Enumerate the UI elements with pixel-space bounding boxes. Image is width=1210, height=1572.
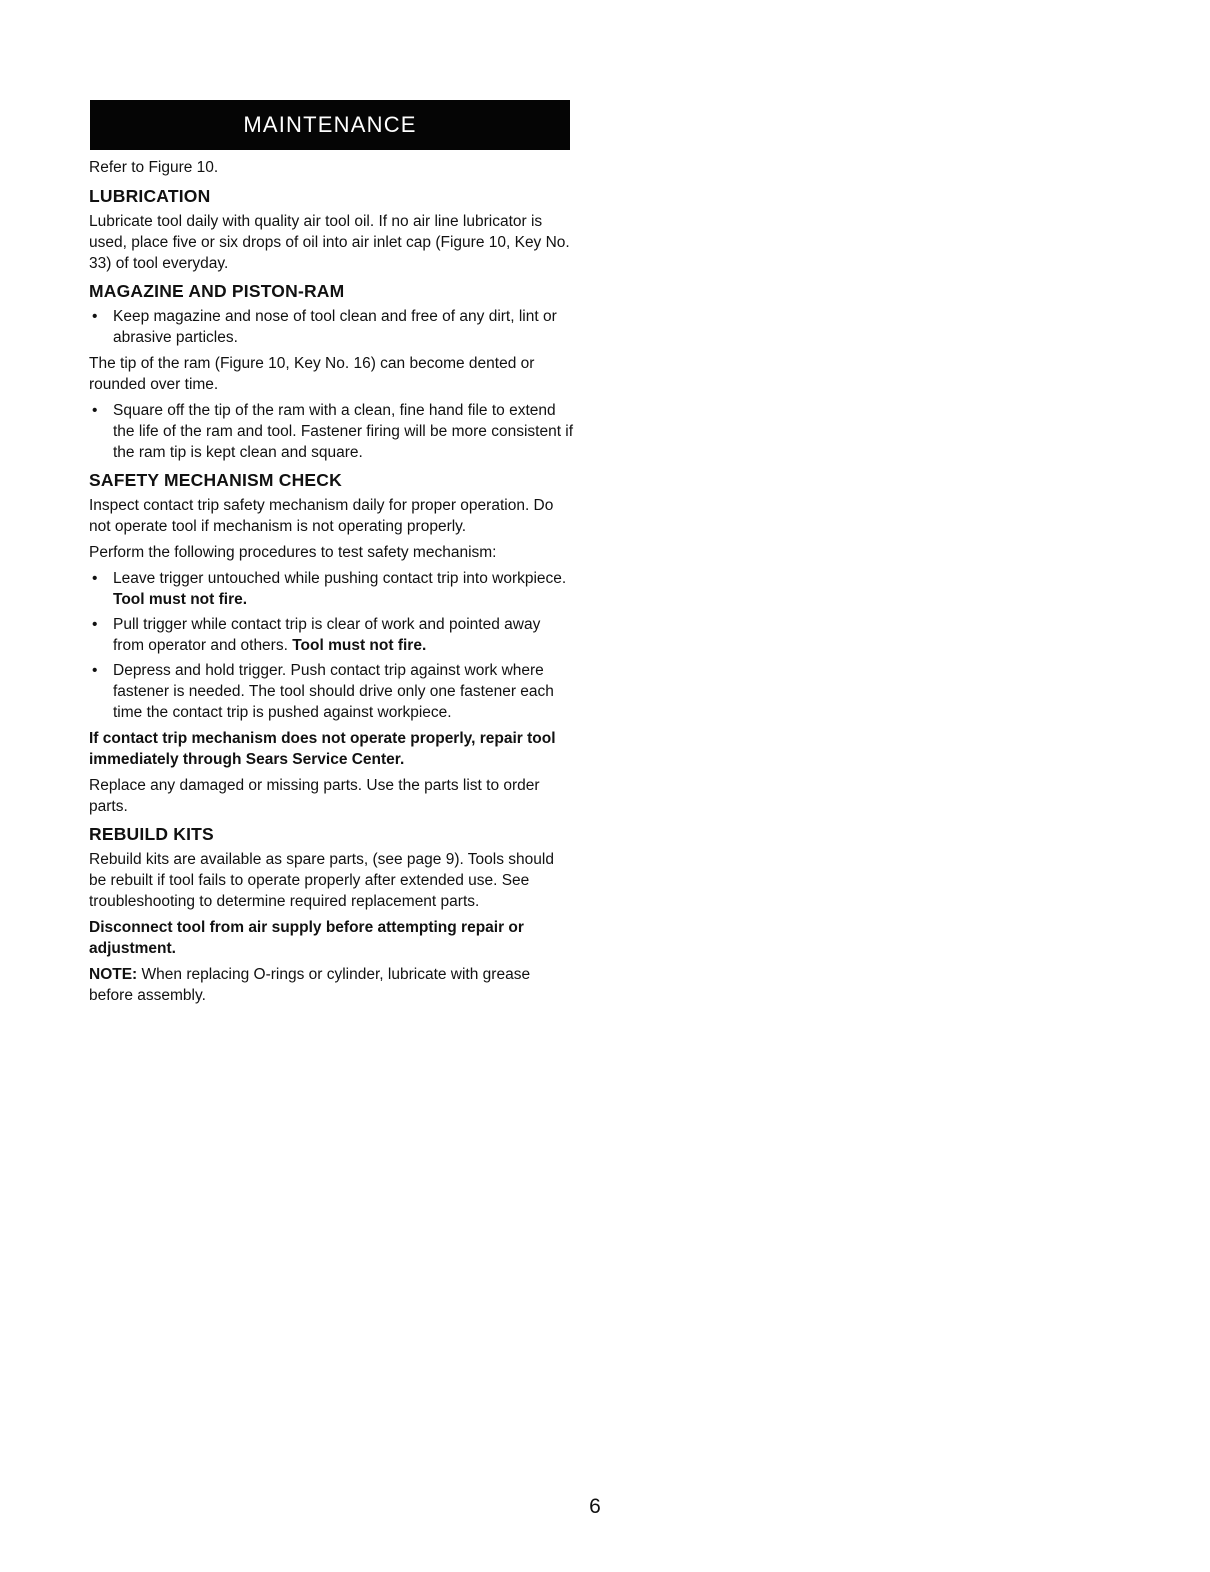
list-item-emphasis: Tool must not fire. [113, 591, 248, 608]
lubrication-body: Lubricate tool daily with quality air tool oil. If no air line lubricator is used, place five or six drops of oil into air inlet cap (Figure 10, Key No. 33) of tool everyday. [89, 213, 570, 272]
safety-body-2: Perform the following procedures to test safety mechanism: [89, 544, 497, 561]
safety-section [89, 469, 575, 817]
list-item-text: Leave trigger untouched while pushing contact trip into workpiece. [113, 570, 567, 587]
lubrication-heading: LUBRICATION [89, 186, 211, 206]
list-item [89, 400, 575, 463]
bullet-icon: • [92, 570, 98, 587]
magazine-list-1 [89, 306, 575, 348]
bullet-icon: • [92, 616, 98, 633]
rebuild-warning: Disconnect tool from air supply before attempting repair or adjustment. [89, 919, 524, 957]
magazine-list-2 [89, 400, 575, 463]
safety-heading: SAFETY MECHANISM CHECK [89, 470, 342, 490]
safety-warning: If contact trip mechanism does not operate properly, repair tool immediately through Sears Service Center. [89, 730, 556, 768]
list-item-text: Square off the tip of the ram with a clean, fine hand file to extend the life of the ram and tool. Fastener firing will be more consistent if the ram tip is kept clean and square. [113, 402, 574, 461]
list-item [89, 614, 575, 656]
note-label: NOTE: [89, 966, 138, 983]
list-item-text: Depress and hold trigger. Push contact trip against work where fastener is needed. The tool should drive only one fastener each time the contact trip is pushed against workpiece. [113, 662, 554, 721]
content-column [89, 157, 575, 1011]
list-item-emphasis: Tool must not fire. [292, 637, 427, 654]
bullet-icon: • [92, 402, 98, 419]
safety-procedure-list [89, 568, 575, 723]
magazine-body: The tip of the ram (Figure 10, Key No. 16) can become dented or rounded over time. [89, 355, 535, 393]
list-item [89, 568, 575, 610]
banner-title: MAINTENANCE [243, 112, 417, 137]
rebuild-body: Rebuild kits are available as spare parts, (see page 9). Tools should be rebuilt if tool fails to operate properly after extended use. See troubleshooting to determine required replacement parts. [89, 851, 554, 910]
safety-body-1: Inspect contact trip safety mechanism daily for proper operation. Do not operate tool if mechanism is not operating properly. [89, 497, 554, 535]
list-item [89, 306, 575, 348]
list-item-text: Keep magazine and nose of tool clean and free of any dirt, lint or abrasive particles. [113, 308, 557, 346]
section-banner [90, 100, 570, 150]
rebuild-heading: REBUILD KITS [89, 824, 214, 844]
magazine-section [89, 280, 575, 463]
bullet-icon: • [92, 662, 98, 679]
list-item [89, 660, 575, 723]
intro-text: Refer to Figure 10. [89, 159, 219, 176]
page-number: 6 [589, 1495, 601, 1518]
rebuild-note [89, 964, 575, 1006]
bullet-icon: • [92, 308, 98, 325]
note-text: When replacing O-rings or cylinder, lubricate with grease before assembly. [89, 966, 531, 1004]
magazine-heading: MAGAZINE AND PISTON-RAM [89, 281, 345, 301]
safety-body-3: Replace any damaged or missing parts. Use the parts list to order parts. [89, 777, 540, 815]
rebuild-section [89, 823, 575, 1006]
list-item-text: Pull trigger while contact trip is clear of work and pointed away from operator and others. [113, 616, 541, 654]
lubrication-section [89, 185, 575, 274]
